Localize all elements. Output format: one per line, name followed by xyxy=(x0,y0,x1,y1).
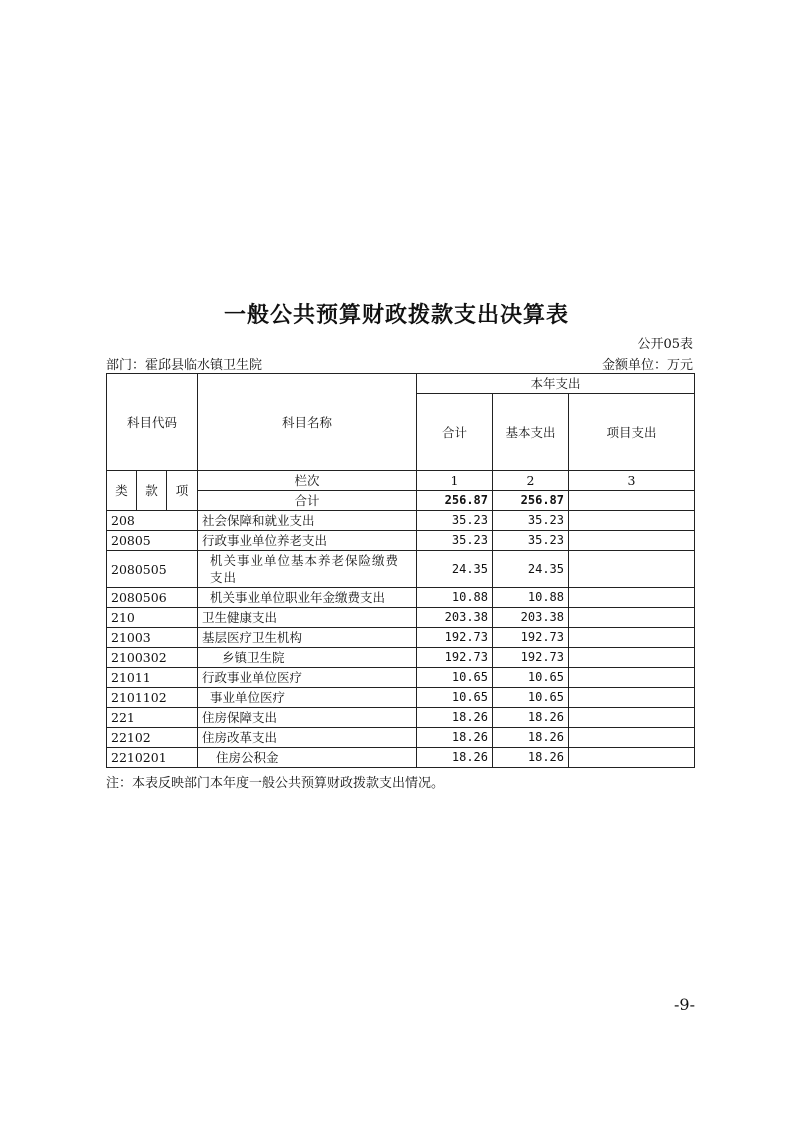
row-basic: 192.73 xyxy=(493,628,569,648)
row-project xyxy=(569,708,695,728)
row-name: 卫生健康支出 xyxy=(198,608,417,628)
row-basic: 10.88 xyxy=(493,588,569,608)
row-total: 35.23 xyxy=(417,511,493,531)
row-name: 行政事业单位医疗 xyxy=(198,668,417,688)
row-name: 乡镇卫生院 xyxy=(198,648,417,668)
row-total: 18.26 xyxy=(417,708,493,728)
header-basic: 基本支出 xyxy=(493,394,569,471)
table-row xyxy=(107,608,695,628)
table-note: 注：本表反映部门本年度一般公共预算财政拨款支出情况。 xyxy=(106,776,445,791)
column-number-2: 2 xyxy=(493,471,569,491)
row-name: 社会保障和就业支出 xyxy=(198,511,417,531)
row-basic: 18.26 xyxy=(493,728,569,748)
row-total: 192.73 xyxy=(417,628,493,648)
total-row-label: 合计 xyxy=(198,491,417,511)
row-project xyxy=(569,688,695,708)
row-code: 22102 xyxy=(107,728,198,748)
row-code: 2210201 xyxy=(107,748,198,768)
table-row xyxy=(107,708,695,728)
row-name: 机关事业单位职业年金缴费支出 xyxy=(198,588,417,608)
row-total: 18.26 xyxy=(417,728,493,748)
row-name: 机关事业单位基本养老保险缴费支出 xyxy=(198,551,417,588)
row-name: 行政事业单位养老支出 xyxy=(198,531,417,551)
row-code: 2100302 xyxy=(107,648,198,668)
header-total: 合计 xyxy=(417,394,493,471)
header-subject-code: 科目代码 xyxy=(107,374,198,471)
total-row-project xyxy=(569,491,695,511)
table-row xyxy=(107,551,695,588)
table-row xyxy=(107,668,695,688)
row-code: 2080506 xyxy=(107,588,198,608)
row-total: 10.65 xyxy=(417,668,493,688)
form-number: 公开05表 xyxy=(637,337,693,352)
row-project xyxy=(569,628,695,648)
header-current-year: 本年支出 xyxy=(417,374,695,394)
row-code: 2080505 xyxy=(107,551,198,588)
row-name: 住房公积金 xyxy=(198,748,417,768)
row-code: 221 xyxy=(107,708,198,728)
row-basic: 35.23 xyxy=(493,511,569,531)
table-row xyxy=(107,748,695,768)
table-row xyxy=(107,688,695,708)
row-total: 192.73 xyxy=(417,648,493,668)
table-row xyxy=(107,511,695,531)
row-basic: 18.26 xyxy=(493,708,569,728)
column-number-1: 1 xyxy=(417,471,493,491)
row-project xyxy=(569,551,695,588)
row-code: 21003 xyxy=(107,628,198,648)
amount-unit-label: 金额单位：万元 xyxy=(601,358,693,373)
header-class: 类 xyxy=(107,471,137,511)
row-basic: 192.73 xyxy=(493,648,569,668)
row-name: 住房改革支出 xyxy=(198,728,417,748)
row-basic: 35.23 xyxy=(493,531,569,551)
row-total: 10.88 xyxy=(417,588,493,608)
header-subject-name: 科目名称 xyxy=(198,374,417,471)
row-code: 210 xyxy=(107,608,198,628)
department-label: 部门：霍邱县临水镇卫生院 xyxy=(106,358,263,373)
total-row-total: 256.87 xyxy=(417,491,493,511)
row-project xyxy=(569,588,695,608)
row-total: 18.26 xyxy=(417,748,493,768)
row-total: 10.65 xyxy=(417,688,493,708)
table-row xyxy=(107,628,695,648)
row-project xyxy=(569,511,695,531)
row-project xyxy=(569,648,695,668)
table-row xyxy=(107,648,695,668)
header-column-order: 栏次 xyxy=(198,471,417,491)
header-section: 款 xyxy=(137,471,167,511)
row-name: 基层医疗卫生机构 xyxy=(198,628,417,648)
row-name: 事业单位医疗 xyxy=(198,688,417,708)
row-project xyxy=(569,668,695,688)
row-code: 20805 xyxy=(107,531,198,551)
row-name: 住房保障支出 xyxy=(198,708,417,728)
row-code: 21011 xyxy=(107,668,198,688)
row-basic: 203.38 xyxy=(493,608,569,628)
row-total: 35.23 xyxy=(417,531,493,551)
expenditure-table xyxy=(106,373,695,768)
table-row xyxy=(107,588,695,608)
header-project: 项目支出 xyxy=(569,394,695,471)
row-code: 208 xyxy=(107,511,198,531)
row-basic: 18.26 xyxy=(493,748,569,768)
table-row xyxy=(107,728,695,748)
table-row xyxy=(107,531,695,551)
row-project xyxy=(569,728,695,748)
row-project xyxy=(569,608,695,628)
row-basic: 10.65 xyxy=(493,668,569,688)
row-total: 203.38 xyxy=(417,608,493,628)
page-number: -9- xyxy=(674,995,695,1014)
row-project xyxy=(569,531,695,551)
row-code: 2101102 xyxy=(107,688,198,708)
header-item: 项 xyxy=(167,471,198,511)
document-title: 一般公共预算财政拨款支出决算表 xyxy=(223,302,569,328)
row-project xyxy=(569,748,695,768)
total-row-basic: 256.87 xyxy=(493,491,569,511)
row-total: 24.35 xyxy=(417,551,493,588)
row-basic: 10.65 xyxy=(493,688,569,708)
column-number-3: 3 xyxy=(569,471,695,491)
row-basic: 24.35 xyxy=(493,551,569,588)
